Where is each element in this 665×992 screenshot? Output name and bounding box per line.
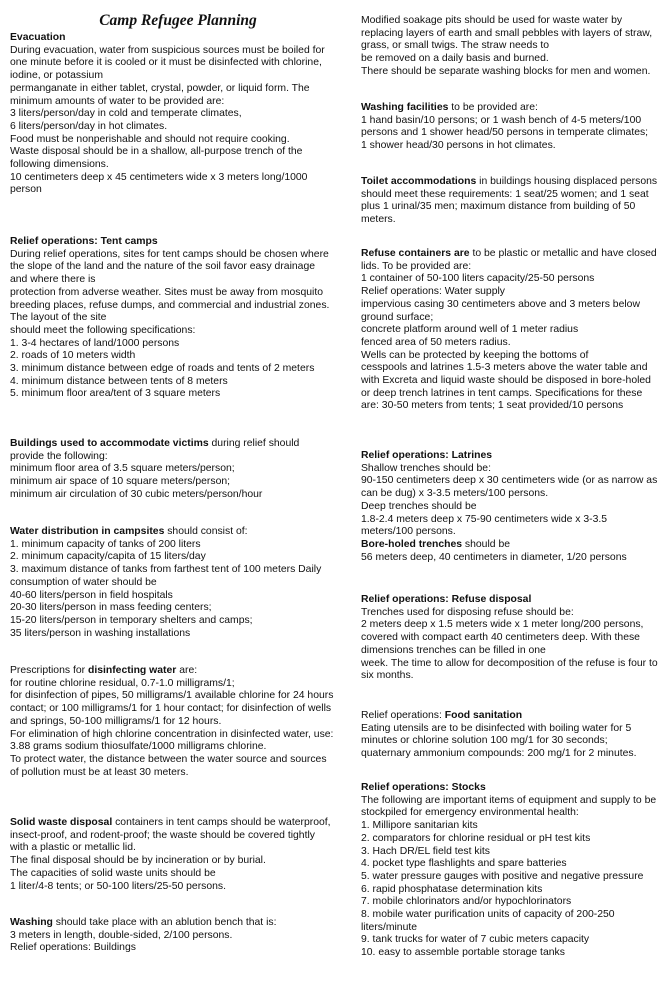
text-line: [361, 488, 657, 501]
text-line: [361, 833, 656, 846]
body-text: 5. minimum floor area/tent of 3 square meters: [10, 388, 221, 400]
body-text: of pollution must be at least 30 meters.: [10, 766, 189, 778]
text-line: [361, 846, 656, 859]
body-text: should meet these requirements: 1 seat/25 women; and 1 seat: [361, 188, 649, 200]
body-text: impervious casing 30 centimeters above and 3 meters below: [361, 298, 640, 310]
text-line: [361, 619, 658, 632]
body-text: 4. pocket type flashlights and spare batteries: [361, 858, 567, 870]
text-line: [10, 881, 331, 894]
body-text: minimum floor area of 3.5 square meters/person;: [10, 463, 235, 475]
section-heading: Evacuation: [10, 32, 66, 43]
section-heading: Washing facilities: [361, 102, 449, 113]
text-line: [10, 767, 333, 780]
section-water-distribution: [10, 526, 321, 640]
section-refuse-containers: [361, 248, 657, 413]
body-text: 5. water pressure gauges with positive and negative pressure: [361, 870, 644, 882]
section-buildings: [10, 438, 299, 502]
text-line: [10, 451, 299, 464]
body-text: concrete platform around well of 1 meter radius: [361, 324, 579, 336]
body-text: Waste disposal should be in a shallow, all-purpose trench of the: [10, 146, 303, 158]
body-text: should meet the following specifications:: [10, 324, 196, 336]
text-line: [361, 273, 657, 286]
text-line: [10, 577, 321, 590]
text-line: [10, 338, 329, 351]
text-line: [10, 274, 329, 287]
body-text: replacing layers of earth and small pebbles with layers of straw,: [361, 27, 653, 39]
body-text: There should be separate washing blocks for men and women.: [361, 65, 651, 77]
section-heading: Refuse containers are: [361, 248, 470, 259]
body-text: 2. roads of 10 meters width: [10, 350, 136, 362]
section-solid-waste: [10, 817, 331, 893]
body-text: 40-60 liters/person in field hospitals: [10, 589, 173, 601]
text-line: [10, 121, 325, 134]
text-line: [361, 450, 657, 463]
body-text: week. The time to allow for decomposition of the refuse is four to: [361, 657, 658, 669]
text-line: [10, 868, 331, 881]
text-line: [10, 615, 321, 628]
body-text: minimum air space of 10 square meters/person;: [10, 476, 231, 488]
text-line: [361, 782, 656, 795]
body-text: and where there is: [10, 274, 96, 286]
text-line: [10, 287, 329, 300]
text-line: [10, 551, 321, 564]
body-text: to be provided are:: [448, 102, 538, 113]
body-text: stockpiled for emergency environmental health:: [361, 807, 579, 819]
text-line: [10, 628, 321, 641]
body-text: liters/minute: [361, 921, 418, 933]
body-text: ground surface;: [361, 311, 434, 323]
body-text: for disinfection of pipes, 50 milligrams/1 available chlorine for 24 hours: [10, 690, 334, 702]
body-text: Food must be nonperishable and should not require cooking.: [10, 133, 290, 145]
text-line: [361, 400, 657, 413]
text-line: [10, 855, 331, 868]
section-soakage: [361, 15, 652, 79]
text-line: [361, 896, 656, 909]
body-text: with Excreta and liquid waste should be disposed in bore-holed: [361, 375, 651, 387]
body-text: 8. mobile water purification units of capacity of 200-250: [361, 909, 615, 921]
body-text: should consist of:: [164, 526, 248, 537]
body-text: persons and 1 shower head/50 persons in temperate climates;: [361, 127, 649, 139]
text-line: [10, 300, 329, 313]
section-heading: Food sanitation: [444, 710, 523, 721]
text-line: [10, 842, 331, 855]
section-evacuation: [10, 32, 325, 197]
text-line: [361, 350, 657, 363]
text-line: [361, 286, 657, 299]
body-text: Relief operations: Water supply: [361, 286, 505, 298]
section-refuse-disposal: [361, 594, 658, 683]
body-text: 6. rapid phosphatase determination kits: [361, 883, 543, 895]
body-text: 2 meters deep x 1.5 meters wide x 1 meter long/200 persons,: [361, 619, 644, 631]
body-text: 4. minimum distance between tents of 8 meters: [10, 375, 228, 387]
section-disinfecting: [10, 665, 333, 779]
section-heading: Water distribution in campsites: [10, 526, 165, 537]
text-line: [10, 678, 333, 691]
body-text: to be plastic or metallic and have closed: [469, 248, 657, 259]
section-heading: Toilet accommodations: [361, 176, 477, 187]
text-line: [361, 176, 657, 189]
text-line: [10, 83, 325, 96]
body-text: 1. minimum capacity of tanks of 200 liters: [10, 538, 201, 550]
body-text: person: [10, 184, 42, 196]
text-line: [10, 729, 333, 742]
section-heading: Relief operations: Stocks: [361, 782, 486, 793]
text-line: [361, 795, 656, 808]
section-tent-camps: [10, 236, 329, 401]
body-text: During relief operations, sites for tent camps should be chosen where: [10, 248, 329, 260]
body-text: are:: [176, 665, 198, 676]
text-line: [10, 665, 333, 678]
body-text: 9. tank trucks for water of 7 cubic meters capacity: [361, 934, 590, 946]
text-line: [361, 102, 648, 115]
body-text: 6 liters/person/day in hot climates.: [10, 120, 168, 132]
body-text: 3. Hach DR/EL field test kits: [361, 845, 490, 857]
body-text: minimum amounts of water to be provided are:: [10, 95, 225, 107]
body-text: with a plastic or metallic lid.: [10, 842, 136, 854]
text-line: [10, 159, 325, 172]
text-line: [10, 146, 325, 159]
body-text: minutes or chlorine solution 100 mg/1 for 30 seconds;: [361, 735, 608, 747]
section-heading: Relief operations: Refuse disposal: [361, 594, 532, 605]
text-line: [10, 703, 333, 716]
text-line: [361, 140, 648, 153]
body-text: for routine chlorine residual, 0.7-1.0 milligrams/1;: [10, 677, 235, 689]
body-text: Deep trenches should be: [361, 500, 477, 512]
section-heading: Relief operations: Tent camps: [10, 236, 158, 247]
text-line: [361, 40, 652, 53]
text-line: [10, 388, 329, 401]
body-text: can be dug) x 3-3.5 meters/100 persons.: [361, 488, 549, 500]
text-line: [361, 189, 657, 202]
body-text: covered with compact earth 40 centimeters deep. With these: [361, 632, 640, 644]
body-text: 10. easy to assemble portable storage tanks: [361, 947, 565, 959]
text-line: [361, 723, 637, 736]
text-line: [10, 590, 321, 603]
body-text: The following are important items of equipment and supply to be: [361, 794, 657, 806]
body-text: 10 centimeters deep x 45 centimeters wide x 3 meters long/1000: [10, 171, 308, 183]
body-text: Relief operations:: [361, 710, 445, 721]
text-line: [361, 934, 656, 947]
body-text: 2. minimum capacity/capita of 15 liters/day: [10, 551, 206, 563]
body-text: 90-150 centimeters deep x 30 centimeters wide (or as narrow as: [361, 475, 658, 487]
body-text: the slope of the land and the nature of the soil favor easy drainage: [10, 261, 316, 273]
section-heading: Washing: [10, 917, 53, 928]
body-text: 3.88 grams sodium thiosulfate/1000 milligrams chlorine.: [10, 741, 267, 753]
section-heading: Buildings used to accommodate victims: [10, 438, 209, 449]
body-text: and springs, 50-100 milligrams/1 for 12 hours.: [10, 715, 222, 727]
text-line: [10, 830, 331, 843]
body-text: The final disposal should be by incineration or by burial.: [10, 855, 266, 867]
text-line: [361, 299, 657, 312]
text-line: [10, 690, 333, 703]
body-text: The capacities of solid waste units should be: [10, 867, 216, 879]
text-line: [361, 594, 658, 607]
body-text: meters/100 persons.: [361, 526, 456, 538]
body-text: 1 shower head/30 persons in hot climates.: [361, 140, 556, 152]
text-line: [10, 236, 329, 249]
text-line: [361, 820, 656, 833]
body-text: Relief operations: Buildings: [10, 942, 136, 954]
text-line: [10, 184, 325, 197]
text-line: [10, 489, 299, 502]
body-text: 20-30 liters/person in mass feeding centers;: [10, 602, 212, 614]
body-text: in buildings housing displaced persons: [476, 176, 658, 187]
body-text: For elimination of high chlorine concentration in disinfected water, use:: [10, 728, 334, 740]
body-text: 1 hand basin/10 persons; or 1 wash bench of 4-5 meters/100: [361, 114, 642, 126]
text-line: [10, 564, 321, 577]
body-text: 7. mobile chlorinators and/or hypochlorinators: [361, 896, 572, 908]
body-text: should be: [462, 538, 510, 550]
body-text: 3. maximum distance of tanks from farthest tent of 100 meters Daily: [10, 564, 322, 576]
body-text: Eating utensils are to be disinfected with boiling water for 5: [361, 722, 632, 734]
text-line: [10, 930, 276, 943]
text-line: [361, 645, 658, 658]
section-washing: [10, 917, 276, 955]
body-text: iodine, or potassium: [10, 70, 103, 82]
text-line: [10, 716, 333, 729]
text-line: [361, 501, 657, 514]
body-text: 1. Millipore sanitarian kits: [361, 820, 478, 832]
body-text: fenced area of 50 meters radius.: [361, 336, 511, 348]
section-heading: Bore-holed trenches: [361, 538, 463, 550]
body-text: be removed on a daily basis and burned.: [361, 53, 549, 65]
page-title: Camp Refugee Planning: [99, 12, 257, 29]
text-line: [361, 475, 657, 488]
text-line: [361, 214, 657, 227]
text-line: [361, 248, 657, 261]
text-line: [361, 871, 656, 884]
text-line: [361, 607, 658, 620]
text-line: [10, 917, 276, 930]
body-text: grass, or small twigs. The straw needs to: [361, 40, 550, 52]
body-text: 1 container of 50-100 liters capacity/25-50 persons: [361, 273, 595, 285]
text-line: [10, 172, 325, 185]
text-line: [361, 375, 657, 388]
text-line: [361, 748, 637, 761]
text-line: [10, 249, 329, 262]
body-text: 56 meters deep, 40 centimeters in diameter, 1/20 persons: [361, 551, 627, 563]
body-text: To protect water, the distance between the water source and sources: [10, 753, 327, 765]
text-line: [361, 337, 657, 350]
text-line: [10, 57, 325, 70]
section-washing-facilities: [361, 102, 648, 153]
body-text: are: 30-50 meters from tents; 1 seat provided/10 persons: [361, 400, 624, 412]
body-text: containers in tent camps should be waterproof,: [112, 817, 331, 828]
text-line: [10, 476, 299, 489]
text-line: [361, 261, 657, 274]
section-heading: Solid waste disposal: [10, 817, 113, 828]
body-text: breeding places, refuse dumps, and commercial and industrial zones.: [10, 299, 330, 311]
body-text: during relief should: [208, 438, 300, 449]
body-text: 1 liter/4-8 tents; or 50-100 liters/25-50 persons.: [10, 880, 227, 892]
text-line: [361, 947, 656, 960]
text-line: [10, 45, 325, 58]
text-line: [10, 376, 329, 389]
body-text: 1.8-2.4 meters deep x 75-90 centimeters wide x 3-3.5: [361, 513, 608, 525]
body-text: Modified soakage pits should be used for waste water by: [361, 15, 623, 26]
text-line: [361, 28, 652, 41]
body-text: 1. 3-4 hectares of land/1000 persons: [10, 337, 180, 349]
text-line: [361, 127, 648, 140]
text-line: [10, 108, 325, 121]
body-text: minimum air circulation of 30 cubic meters/person/hour: [10, 488, 263, 500]
text-line: [361, 362, 657, 375]
text-line: [361, 312, 657, 325]
text-line: [10, 754, 333, 767]
left-column: [10, 0, 346, 954]
text-line: [361, 15, 652, 28]
text-line: [361, 53, 652, 66]
text-line: [361, 670, 658, 683]
text-line: [361, 922, 656, 935]
body-text: contact; or 100 milligrams/1 for 1 hour contact; for disinfection of wells: [10, 703, 332, 715]
text-line: [361, 710, 637, 723]
body-text: insect-proof, and rodent-proof; the waste should be covered tightly: [10, 829, 315, 841]
body-text: permanganate in either tablet, crystal, powder, or liquid form. The: [10, 82, 310, 94]
section-stocks: [361, 782, 656, 960]
text-line: [10, 539, 321, 552]
text-line: [361, 388, 657, 401]
text-line: [361, 463, 657, 476]
body-text: Wells can be protected by keeping the bottoms of: [361, 349, 589, 361]
text-line: [361, 514, 657, 527]
text-line: [361, 552, 657, 565]
body-text: plus 1 urinal/35 men; maximum distance from building of 50: [361, 201, 636, 213]
text-line: [10, 438, 299, 451]
text-line: [10, 134, 325, 147]
body-text: consumption of water should be: [10, 576, 157, 588]
text-line: [10, 363, 329, 376]
body-text: quaternary ammonium compounds: 200 mg/1 for 2 minutes.: [361, 748, 637, 760]
body-text: one minute before it is cooled or it must be disinfected with chlorine,: [10, 57, 322, 69]
text-line: [361, 324, 657, 337]
body-text: 15-20 liters/person in temporary shelters and camps;: [10, 614, 253, 626]
section-toilets: [361, 176, 657, 227]
text-line: [361, 884, 656, 897]
section-food-sanitation: [361, 710, 637, 761]
text-line: [10, 325, 329, 338]
section-heading: Relief operations: Latrines: [361, 450, 493, 461]
text-line: [10, 261, 329, 274]
text-line: [361, 858, 656, 871]
body-text: Trenches used for disposing refuse should be:: [361, 606, 574, 618]
body-text: The layout of the site: [10, 312, 107, 324]
text-line: [361, 735, 637, 748]
text-line: [10, 312, 329, 325]
section-latrines: [361, 450, 657, 564]
body-text: Shallow trenches should be:: [361, 462, 491, 474]
body-text: 3. minimum distance between edge of roads and tents of 2 meters: [10, 363, 315, 375]
text-line: [361, 632, 658, 645]
body-text: lids. To be provided are:: [361, 260, 472, 272]
text-line: [361, 201, 657, 214]
body-text: should take place with an ablution bench that is:: [52, 917, 277, 928]
text-line: [10, 526, 321, 539]
text-line: [10, 741, 333, 754]
body-text: six months.: [361, 670, 414, 682]
body-text: meters.: [361, 214, 396, 226]
body-text: 3 meters in length, double-sided, 2/100 persons.: [10, 929, 233, 941]
section-heading: disinfecting water: [87, 665, 177, 676]
body-text: 3 liters/person/day in cold and temperate climates,: [10, 108, 242, 120]
body-text: cesspools and latrines 1.5-3 meters above the water table and: [361, 362, 648, 374]
text-line: [10, 602, 321, 615]
text-line: [361, 807, 656, 820]
body-text: provide the following:: [10, 450, 108, 462]
body-text: During evacuation, water from suspicious sources must be boiled for: [10, 44, 325, 56]
text-line: [361, 909, 656, 922]
text-line: [10, 817, 331, 830]
text-line: [361, 66, 652, 79]
text-line: [361, 526, 657, 539]
text-line: [361, 658, 658, 671]
body-text: Prescriptions for: [10, 665, 88, 676]
text-line: [10, 32, 325, 45]
body-text: dimensions trenches can be filled in one: [361, 644, 546, 656]
text-line: [10, 350, 329, 363]
body-text: 35 liters/person in washing installations: [10, 627, 191, 639]
body-text: 2. comparators for chlorine residual or pH test kits: [361, 832, 591, 844]
text-line: [361, 539, 657, 552]
text-line: [10, 70, 325, 83]
text-line: [10, 96, 325, 109]
text-line: [361, 115, 648, 128]
body-text: following dimensions.: [10, 159, 109, 171]
text-line: [10, 942, 276, 955]
text-line: [10, 463, 299, 476]
body-text: or deep trench latrines in tent camps. Specifications for these: [361, 387, 643, 399]
body-text: protection from adverse weather. Sites must be away from mosquito: [10, 286, 324, 298]
